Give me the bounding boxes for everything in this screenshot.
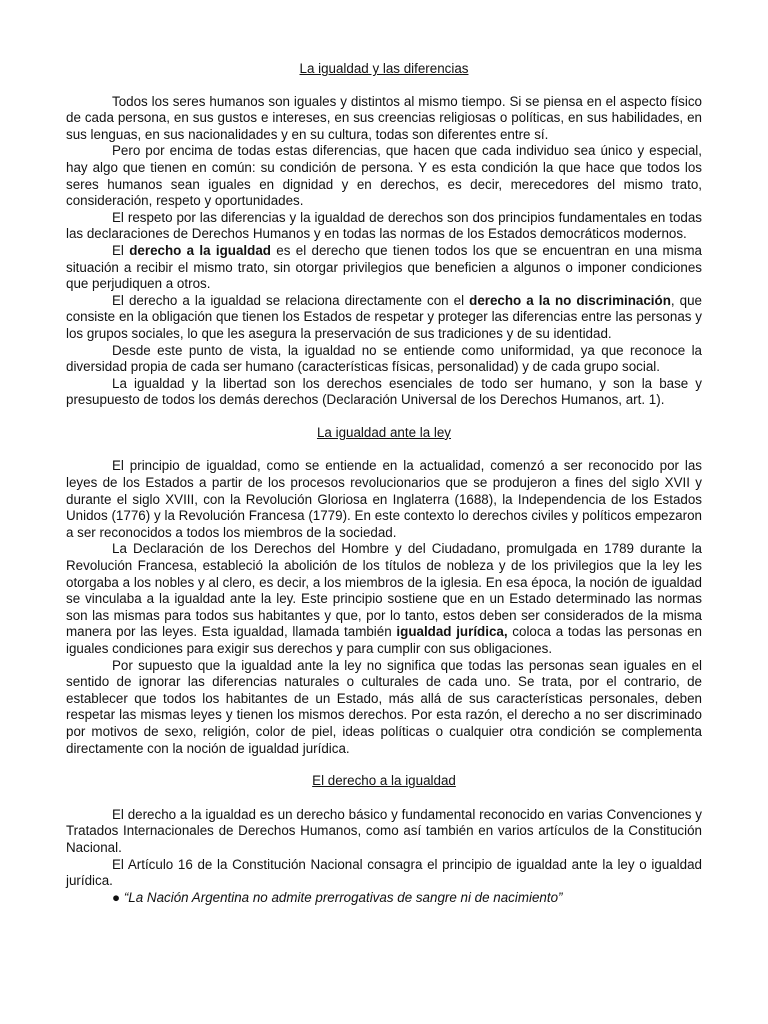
document-body xyxy=(66,61,702,906)
section-title-derecho-igualdad: El derecho a la igualdad xyxy=(312,773,456,789)
paragraph: El derecho a la igualdad se relaciona directamente con el derecho a la no discriminación, que consiste en la obligación que tienen los Estados de respetar y proteger las diferencias entre las personas y los grupos sociales, lo que les asegura la preservación de sus tradiciones y de su identidad. xyxy=(66,292,702,341)
paragraph: La igualdad y la libertad son los derechos esenciales de todo ser humano, y son la base y presupuesto de todos los demás derechos (Declaración Universal de los Derechos Humanos, art. 1). xyxy=(66,375,702,408)
bullet-marker: ● xyxy=(112,889,121,905)
quote-text: “La Nación Argentina no admite prerrogativas de sangre ni de nacimiento” xyxy=(123,889,563,905)
bullet-quote xyxy=(66,890,702,907)
paragraph: El principio de igualdad, como se entiende en la actualidad, comenzó a ser reconocido por las leyes de los Estados a partir de los procesos revolucionarios que se produjeron a fines del siglo XVII y durante el siglo XVIII, con la Revolución Gloriosa en Inglaterra (1688), la Independencia de los Estados Unidos (1776) y la Revolución Francesa (1779). En este contexto lo derechos civiles y políticos empezaron a ser reconocidos a todos los miembros de la sociedad. xyxy=(66,458,702,540)
paragraph: El respeto por las diferencias y la igualdad de derechos son dos principios fundamentales en todas las declaraciones de Derechos Humanos y en todas las normas de los Estados democráticos modernos. xyxy=(66,209,702,242)
paragraph: El derecho a la igualdad es el derecho que tienen todos los que se encuentran en una misma situación a recibir el mismo trato, sin otorgar privilegios que beneficien a algunos o imponer condiciones que perjudiquen a otros. xyxy=(66,242,702,292)
section-title-igualdad-ante-ley: La igualdad ante la ley xyxy=(316,424,451,440)
paragraph: Pero por encima de todas estas diferencias, que hacen que cada individuo sea único y especial, hay algo que tienen en común: su condición de persona. Y es esta condición la que hace que todos los seres humanos sean iguales en dignidad y en derechos, es decir, merecedores del mismo trato, consideración, respeto y oportunidades. xyxy=(66,143,702,209)
paragraph: Todos los seres humanos son iguales y distintos al mismo tiempo. Si se piensa en el aspecto físico de cada persona, en sus gustos e intereses, en sus creencias religiosas o políticas, en sus habilidades, en sus lenguas, en sus nacionalidades y en su cultura, todas son diferentes entre sí. xyxy=(66,93,702,142)
bold-term: igualdad jurídica, xyxy=(396,624,508,640)
section-title-igualdad-diferencias: La igualdad y las diferencias xyxy=(299,61,469,76)
paragraph: Desde este punto de vista, la igualdad no se entiende como uniformidad, ya que reconoce la diversidad propia de cada ser humano (características físicas, personalidad) y de cada grupo social. xyxy=(66,342,702,375)
bold-term: derecho a la igualdad xyxy=(129,242,271,258)
paragraph: Por supuesto que la igualdad ante la ley no significa que todas las personas sean iguales en el sentido de ignorar las diferencias naturales o culturales de cada uno. Se trata, por el contrario, de establecer que todos los habitantes de un Estado, más allá de sus características personales, deben respetar las mismas leyes y tienen los mismos derechos. Por esta razón, el derecho a no ser discriminado por motivos de sexo, religión, color de piel, ideas políticas o cualquier otra condición se complementa directamente con la noción de igualdad jurídica. xyxy=(66,657,702,756)
paragraph: El derecho a la igualdad es un derecho básico y fundamental reconocido en varias Convenciones y Tratados Internacionales de Derechos Humanos, como así también en varios artículos de la Constitución Nacional. xyxy=(66,806,702,855)
paragraph: La Declaración de los Derechos del Hombre y del Ciudadano, promulgada en 1789 durante la Revolución Francesa, estableció la abolición de los títulos de nobleza y de los privilegios que la ley les otorgaba a los nobles y al clero, es decir, a los miembros de la iglesia. En esa época, la noción de igualdad se vinculaba a la igualdad ante la ley. Este principio sostiene que en un Estado determinado las normas son las mismas para todos sus habitantes y que, por lo tanto, estos deben ser considerados de la misma manera por las leyes. Esta igualdad, llamada también igualdad jurídica, coloca a todas las personas en iguales condiciones para exigir sus derechos y para cumplir con sus obligaciones. xyxy=(66,541,702,656)
paragraph: El Artículo 16 de la Constitución Nacional consagra el principio de igualdad ante la ley o igualdad jurídica. xyxy=(66,856,702,889)
bold-term: derecho a la no discriminación xyxy=(469,292,671,308)
